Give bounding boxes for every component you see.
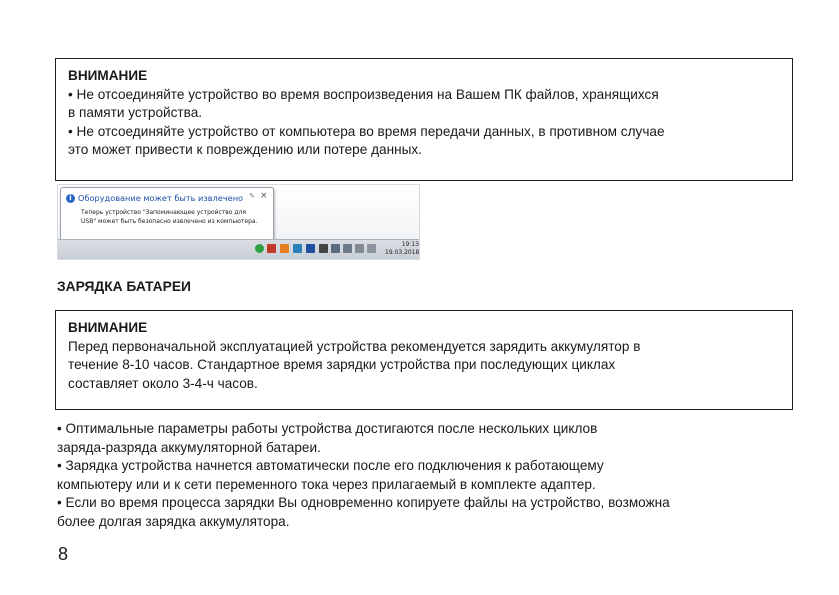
flag-icon: [367, 244, 376, 253]
section-title: ЗАРЯДКА БАТАРЕИ: [57, 279, 191, 294]
safely-remove-icon: [255, 244, 264, 253]
notification-title: Оборудование может быть извлечено: [78, 193, 244, 203]
tray-app-icon: [306, 244, 315, 253]
body-line: • Зарядка устройства начнется автоматически после его подключения к работающему: [57, 458, 604, 473]
info-icon: i: [66, 194, 75, 203]
display-icon: [343, 244, 352, 253]
tray-app-icon: [280, 244, 289, 253]
notification-body-line: USB" может быть безопасно извлечено из компьютера.: [81, 218, 258, 225]
page-number: 8: [58, 544, 69, 564]
warning-heading: ВНИМАНИЕ: [68, 320, 148, 335]
tray-app-icon: [293, 244, 302, 253]
body-line: • Оптимальные параметры работы устройства достигаются после нескольких циклов: [57, 421, 598, 436]
tray-notification-screenshot: [57, 184, 420, 260]
body-line: заряда-разряда аккумуляторной батареи.: [57, 439, 321, 455]
close-icon: ×: [260, 191, 268, 201]
network-icon: [331, 244, 340, 253]
warning-line: Перед первоначальной эксплуатацией устройства рекомендуется зарядить аккумулятор в: [68, 338, 641, 354]
tray-clock: [385, 241, 419, 257]
clock-date: 19.03.2018: [385, 249, 420, 256]
warning-line: течение 8-10 часов. Стандартное время зарядки устройства при последующих циклах: [68, 357, 616, 372]
warning-heading: ВНИМАНИЕ: [68, 68, 148, 83]
tray-app-icon: [319, 244, 328, 253]
tray-app-icon: [267, 244, 276, 253]
notification-body-line: Теперь устройство "Запоминающее устройство для: [81, 209, 246, 216]
body-line: • Если во время процесса зарядки Вы одновременно копируете файлы на устройство, возможна: [57, 495, 670, 510]
warning-line: в памяти устройства.: [68, 105, 203, 120]
warning-line: составляет около 3-4-ч часов.: [68, 375, 258, 391]
notification-body: [81, 208, 258, 226]
clock-time: 19:13: [401, 241, 419, 248]
pin-icon: ✎: [249, 192, 255, 200]
warning-box-disconnect: [55, 58, 793, 181]
charging-notes: [57, 420, 787, 531]
notification-balloon: [60, 187, 274, 243]
volume-icon: [355, 244, 364, 253]
warning-box-charging: [55, 310, 793, 410]
warning-line: • Не отсоединяйте устройство во время воспроизведения на Вашем ПК файлов, хранящихся: [68, 86, 659, 102]
body-line: более долгая зарядка аккумулятора.: [57, 513, 290, 529]
body-line: компьютеру или и к сети переменного тока через прилагаемый в комплекте адаптер.: [57, 476, 596, 492]
warning-line: • Не отсоединяйте устройство от компьютера во время передачи данных, в противном случае: [68, 123, 665, 139]
taskbar: [58, 239, 420, 260]
warning-line: это может привести к повреждению или потере данных.: [68, 142, 422, 157]
